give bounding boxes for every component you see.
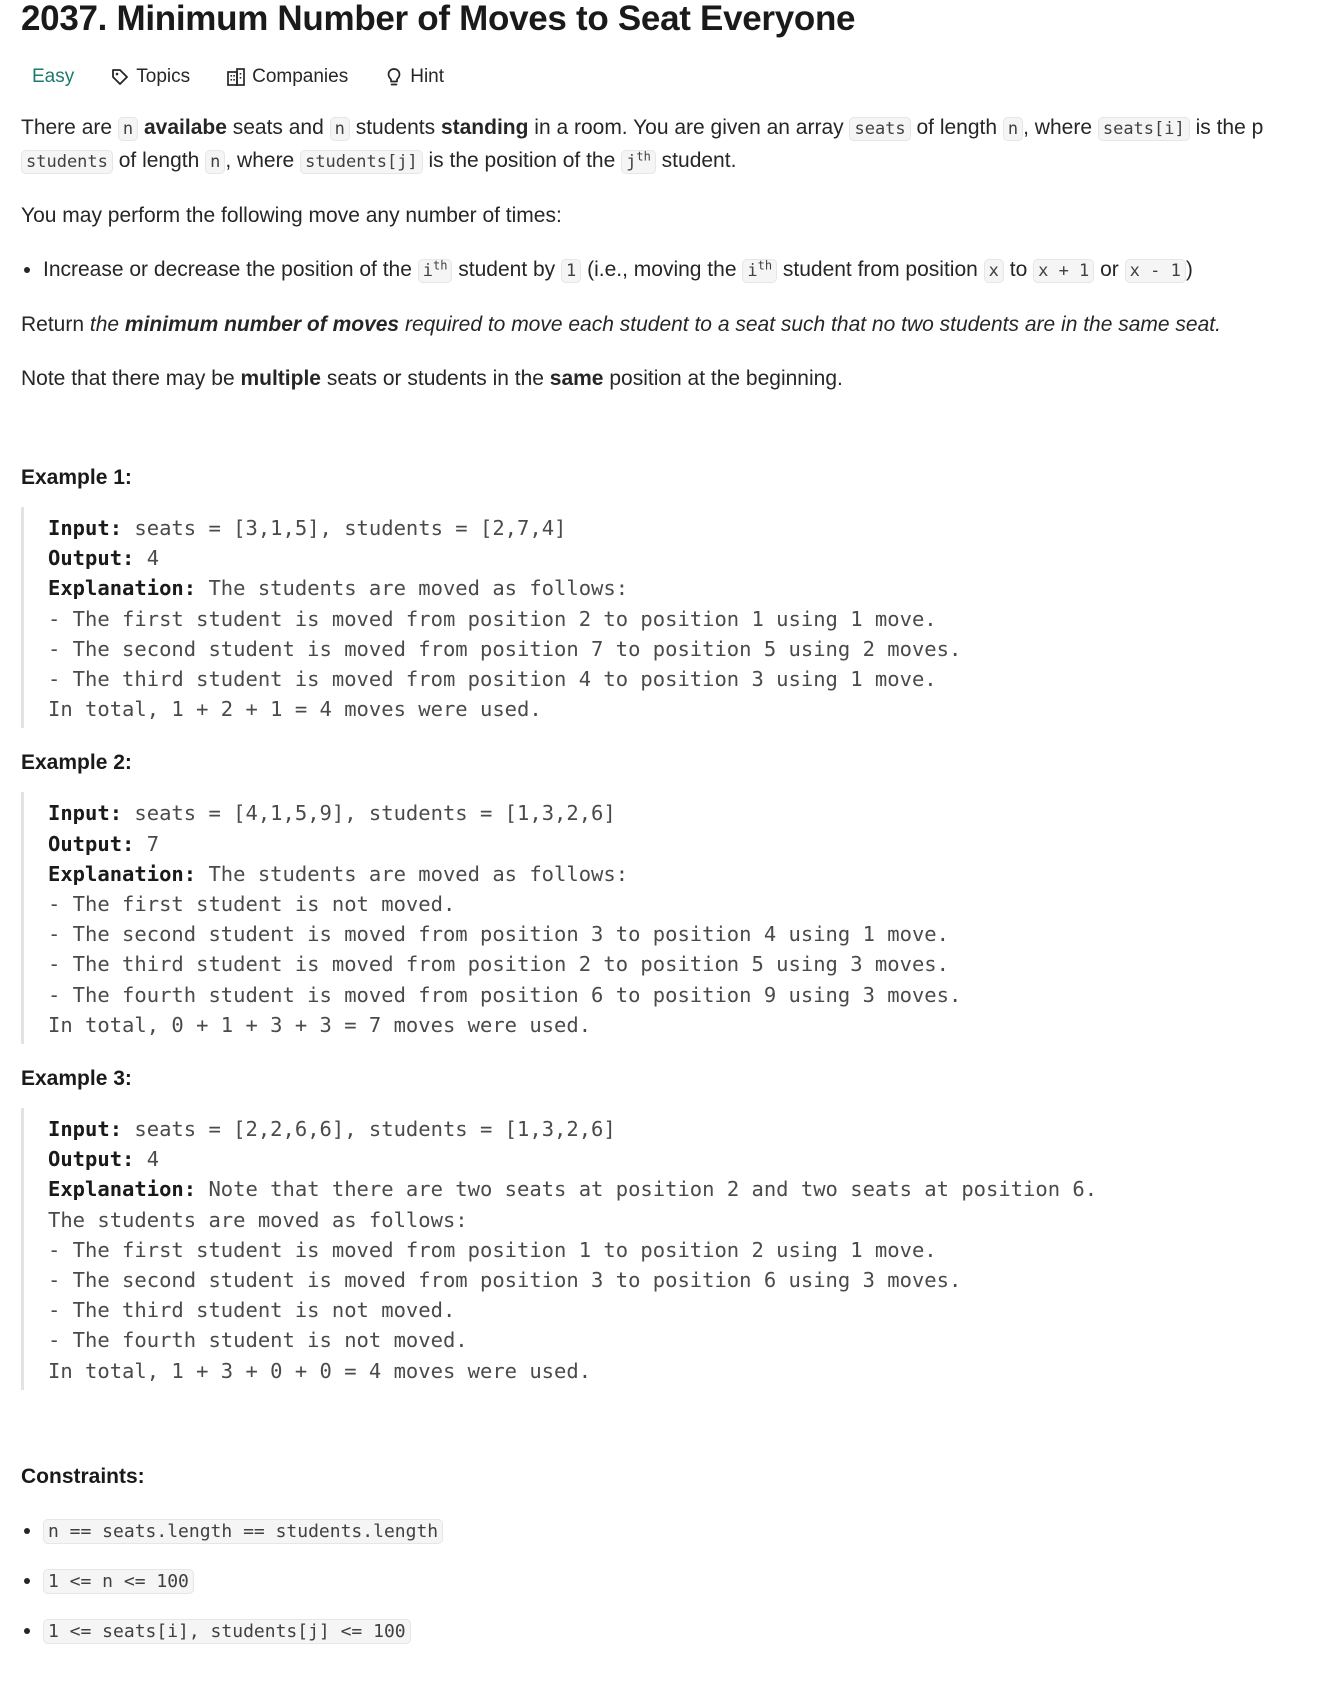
inline-code: n == seats.length == students.length bbox=[43, 1519, 443, 1544]
text: ) bbox=[1185, 258, 1193, 281]
explanation-line: - The fourth student is moved from position 6 to position 9 using 3 moves. bbox=[48, 982, 962, 1007]
inline-code: 1 <= seats[i], students[j] <= 100 bbox=[43, 1619, 411, 1644]
inline-code: n bbox=[118, 117, 138, 141]
input-value: seats = [3,1,5], students = [2,7,4] bbox=[122, 516, 567, 540]
description-paragraph-2: You may perform the following move any number of times: bbox=[21, 204, 562, 227]
inline-code: x + 1 bbox=[1033, 259, 1094, 283]
text: Note that there may be bbox=[21, 367, 241, 390]
bold-text: minimum number of moves bbox=[124, 313, 400, 336]
input-label: Input: bbox=[48, 516, 123, 540]
text: the bbox=[89, 313, 125, 336]
output-value: 4 bbox=[134, 1147, 160, 1172]
inline-code: 1 bbox=[561, 259, 581, 283]
tag-bar bbox=[21, 62, 1330, 92]
inline-code: seats[i] bbox=[1098, 117, 1190, 141]
explanation-label: Explanation: bbox=[48, 576, 197, 601]
list-item bbox=[43, 254, 1330, 287]
description-paragraph-4 bbox=[21, 363, 1330, 395]
superscript: th bbox=[432, 258, 448, 273]
example-title: Example 3: bbox=[21, 1067, 132, 1091]
explanation-line: - The first student is not moved. bbox=[48, 892, 456, 917]
explanation-line: In total, 1 + 3 + 0 + 0 = 4 moves were used. bbox=[48, 1358, 592, 1383]
text: student by bbox=[452, 258, 562, 281]
inline-code: x bbox=[984, 259, 1004, 283]
bold-text: availabe bbox=[143, 116, 227, 139]
example-block bbox=[21, 1108, 1330, 1390]
explanation-label: Explanation: bbox=[48, 1177, 197, 1202]
example-title: Example 2: bbox=[21, 751, 132, 775]
move-rule-list bbox=[21, 254, 1330, 287]
example-block bbox=[21, 792, 1330, 1044]
superscript: th bbox=[757, 258, 773, 273]
explanation-text: The students are moved as follows: bbox=[196, 861, 629, 886]
building-icon bbox=[226, 67, 246, 87]
bold-text: standing bbox=[440, 116, 529, 139]
inline-code: students[j] bbox=[300, 150, 423, 174]
bold-text: multiple bbox=[240, 367, 321, 390]
examples-section bbox=[21, 463, 1330, 1390]
text: student from position bbox=[777, 258, 984, 281]
explanation-line: - The second student is moved from position 7 to position 5 using 2 moves. bbox=[48, 636, 962, 661]
description-paragraph-1 bbox=[21, 112, 1330, 145]
output-label: Output: bbox=[48, 546, 135, 571]
explanation-text: Note that there are two seats at position 2 and two seats at position 6. bbox=[196, 1177, 1098, 1202]
constraints-title: Constraints: bbox=[21, 1464, 145, 1488]
bold-text: same bbox=[549, 367, 604, 390]
topics-label: Topics bbox=[136, 66, 191, 87]
explanation-line: In total, 1 + 2 + 1 = 4 moves were used. bbox=[48, 697, 542, 722]
explanation-line: - The first student is moved from position 2 to position 1 using 1 move. bbox=[48, 606, 937, 631]
input-value: seats = [2,2,6,6], students = [1,3,2,6] bbox=[122, 1117, 616, 1142]
lightbulb-icon bbox=[384, 67, 404, 87]
explanation-line: - The third student is not moved. bbox=[48, 1298, 456, 1323]
output-label: Output: bbox=[48, 831, 135, 856]
output-value: 4 bbox=[134, 546, 160, 571]
explanation-line: The students are moved as follows: bbox=[48, 1207, 468, 1232]
explanation-text: The students are moved as follows: bbox=[196, 576, 629, 601]
inline-code bbox=[418, 259, 453, 283]
inline-code: n bbox=[1003, 117, 1023, 141]
text: student. bbox=[655, 149, 737, 172]
text: seats or students in the bbox=[320, 367, 550, 390]
text: to bbox=[1003, 258, 1034, 281]
list-item bbox=[43, 1506, 1330, 1556]
output-value: 7 bbox=[134, 831, 160, 856]
input-label: Input: bbox=[48, 1117, 123, 1142]
text: is the p bbox=[1189, 116, 1264, 139]
code-text: j bbox=[626, 152, 637, 172]
explanation-line: - The first student is moved from position 1 to position 2 using 1 move. bbox=[48, 1237, 937, 1262]
hint-button[interactable] bbox=[373, 62, 455, 92]
text: or bbox=[1094, 258, 1125, 281]
text: , where bbox=[1023, 116, 1098, 139]
description-paragraph-1b bbox=[21, 145, 1330, 178]
italic-text bbox=[90, 313, 1221, 336]
explanation-line: - The third student is moved from position 2 to position 5 using 3 moves. bbox=[48, 952, 949, 977]
page-title: 2037. Minimum Number of Moves to Seat Everyone bbox=[21, 0, 856, 38]
explanation-line: - The fourth student is not moved. bbox=[48, 1328, 468, 1353]
inline-code: 1 <= n <= 100 bbox=[43, 1569, 194, 1594]
inline-code: n bbox=[205, 150, 225, 174]
text: is the position of the bbox=[422, 149, 622, 172]
text: Increase or decrease the position of the bbox=[43, 258, 418, 281]
text: in a room. You are given an array bbox=[528, 116, 850, 139]
explanation-line: - The second student is moved from position 3 to position 4 using 1 move. bbox=[48, 922, 949, 947]
problem-description bbox=[21, 112, 1330, 395]
text: seats and bbox=[226, 116, 330, 139]
inline-code bbox=[742, 259, 777, 283]
explanation-line: - The third student is moved from position 4 to position 3 using 1 move. bbox=[48, 667, 937, 692]
input-value: seats = [4,1,5,9], students = [1,3,2,6] bbox=[122, 801, 616, 826]
example-title: Example 1: bbox=[21, 466, 132, 489]
explanation-line: In total, 0 + 1 + 3 + 3 = 7 moves were used. bbox=[48, 1012, 592, 1037]
code-text: i bbox=[747, 261, 758, 281]
inline-code: students bbox=[21, 150, 113, 174]
companies-button[interactable] bbox=[215, 62, 359, 92]
output-label: Output: bbox=[48, 1147, 135, 1172]
constraints-section bbox=[21, 1462, 1330, 1656]
text: (i.e., moving the bbox=[581, 258, 743, 281]
text: , where bbox=[225, 149, 301, 172]
list-item bbox=[43, 1556, 1330, 1606]
tag-icon bbox=[110, 67, 130, 87]
code-text: i bbox=[422, 261, 433, 281]
text: There are bbox=[21, 116, 118, 139]
topics-button[interactable] bbox=[99, 62, 201, 92]
text: of length bbox=[112, 149, 206, 172]
example-block bbox=[21, 507, 1330, 728]
text: students bbox=[349, 116, 441, 139]
superscript: th bbox=[636, 149, 651, 164]
input-label: Input: bbox=[48, 801, 123, 826]
explanation-line: - The second student is moved from position 3 to position 6 using 3 moves. bbox=[48, 1268, 962, 1293]
inline-code: x - 1 bbox=[1125, 259, 1186, 283]
inline-code: n bbox=[330, 117, 350, 141]
inline-code bbox=[621, 150, 656, 174]
hint-label: Hint bbox=[410, 66, 445, 87]
text: Return bbox=[21, 313, 90, 336]
text: required to move each student to a seat such that no two students are in the same seat. bbox=[399, 313, 1221, 336]
constraints-list bbox=[21, 1506, 1330, 1656]
text: position at the beginning. bbox=[603, 367, 843, 390]
inline-code: seats bbox=[849, 117, 910, 141]
explanation-label: Explanation: bbox=[48, 861, 197, 886]
companies-label: Companies bbox=[252, 66, 349, 87]
text: of length bbox=[910, 116, 1003, 139]
description-paragraph-3 bbox=[21, 309, 1330, 341]
difficulty-badge[interactable]: Easy bbox=[21, 62, 85, 92]
list-item bbox=[43, 1606, 1330, 1656]
